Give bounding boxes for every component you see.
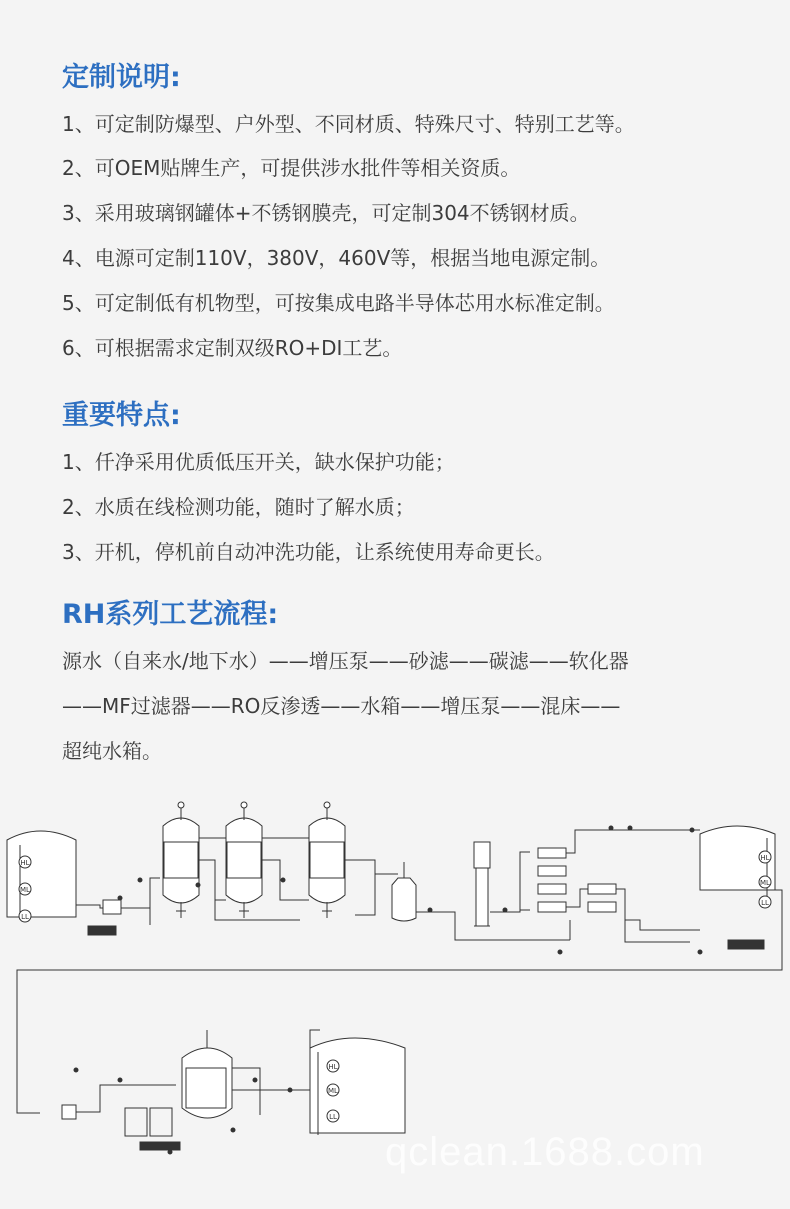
feature-item: 3、开机，停机前自动冲洗功能，让系统使用寿命更长。 <box>62 540 555 564</box>
custom-item: 3、采用玻璃钢罐体+不锈钢膜壳，可定制304不锈钢材质。 <box>62 201 590 225</box>
level-label: ML <box>20 886 30 894</box>
level-label: LL <box>21 913 29 921</box>
features-title: 重要特点: <box>62 400 181 431</box>
level-label: HL <box>20 859 30 867</box>
level-label: ML <box>328 1087 338 1095</box>
level-label: LL <box>761 899 769 907</box>
custom-item: 5、可定制低有机物型，可按集成电路半导体芯用水标准定制。 <box>62 291 615 315</box>
feature-item: 1、仟净采用优质低压开关，缺水保护功能； <box>62 450 455 474</box>
level-label: HL <box>760 854 770 862</box>
process-line: 超纯水箱。 <box>62 739 162 763</box>
process-line: ——MF过滤器——RO反渗透——水箱——增压泵——混床—— <box>62 694 621 718</box>
feature-item: 2、水质在线检测功能，随时了解水质； <box>62 495 415 519</box>
level-label: HL <box>328 1063 338 1071</box>
custom-item: 4、电源可定制110V，380V，460V等，根据当地电源定制。 <box>62 246 611 270</box>
custom-title: 定制说明: <box>62 62 181 93</box>
custom-item: 1、可定制防爆型、户外型、不同材质、特殊尺寸、特别工艺等。 <box>62 112 635 136</box>
process-title: RH系列工艺流程: <box>62 599 279 630</box>
custom-item: 2、可OEM贴牌生产，可提供涉水批件等相关资质。 <box>62 156 521 180</box>
custom-item: 6、可根据需求定制双级RO+DI工艺。 <box>62 336 403 360</box>
level-label: LL <box>329 1113 337 1121</box>
level-label: ML <box>760 879 770 887</box>
process-line: 源水（自来水/地下水）——增压泵——砂滤——碳滤——软化器 <box>62 649 629 673</box>
watermark: qclean.1688.com <box>385 1130 705 1174</box>
